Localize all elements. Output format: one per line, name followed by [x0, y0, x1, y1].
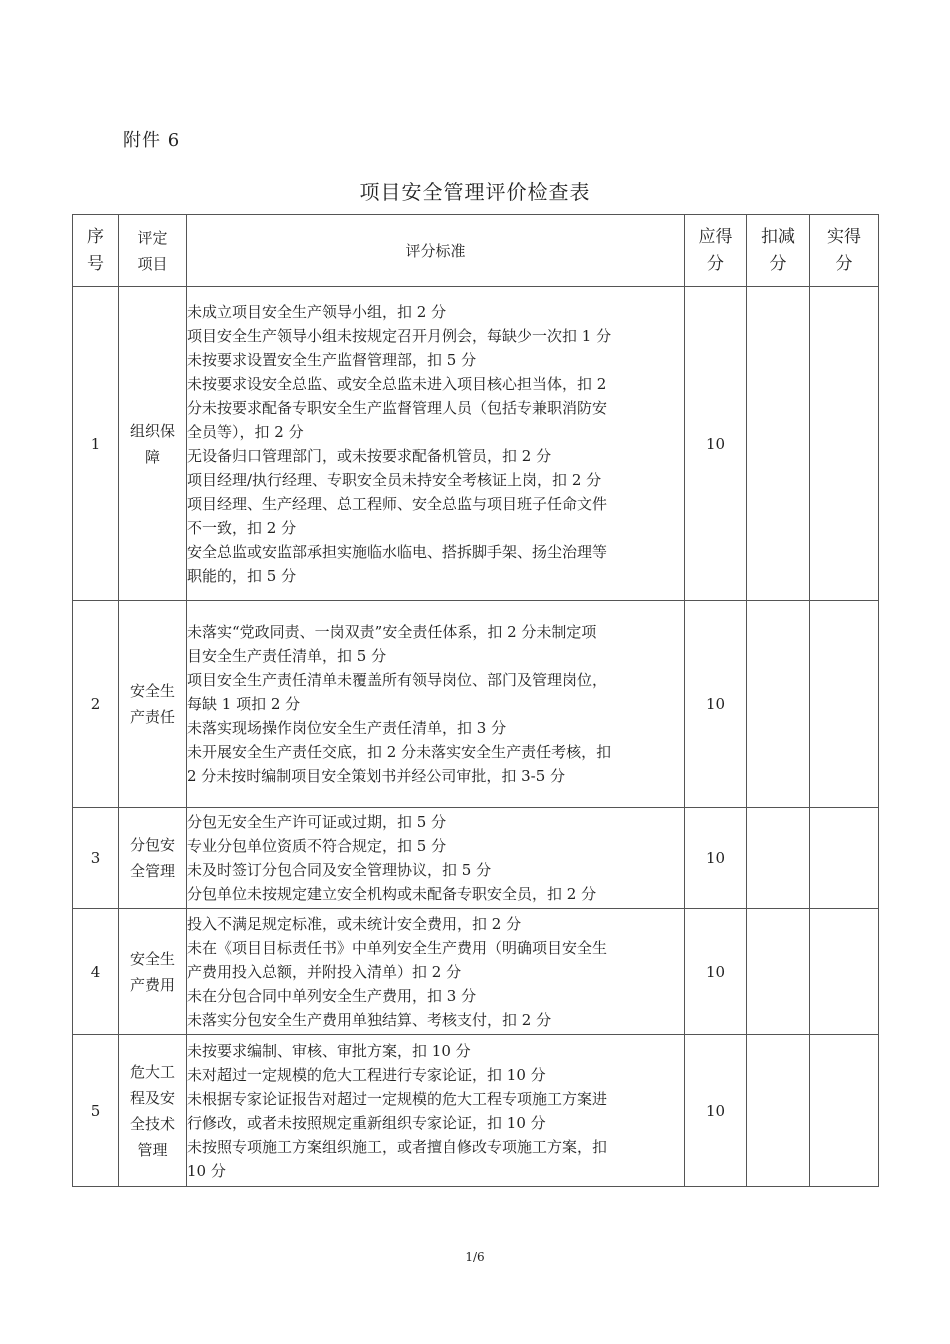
- header-actual-score: 实得 分: [810, 215, 879, 287]
- row-deduction-cell[interactable]: [747, 287, 810, 601]
- table-row: [73, 601, 879, 808]
- header-item: 评定 项目: [119, 215, 187, 287]
- row-deduction-cell[interactable]: [747, 909, 810, 1035]
- table-row: [73, 1035, 879, 1187]
- header-seq: 序 号: [73, 215, 119, 287]
- row-deduction-cell[interactable]: [747, 808, 810, 909]
- row-actual-score-cell[interactable]: [810, 287, 879, 601]
- row-criteria: 投入不满足规定标准，或未统计安全费用，扣 2 分 未在《项目目标责任书》中单列安全生产费用（明确项目安全生 产费用投入总额，并附投入清单）扣 2 分 未在分包合同中单列安全生产费用，扣 3 分 未落实分包安全生产费用单独结算、考核支付，扣 2 分: [187, 909, 685, 1035]
- header-criteria: 评分标准: [187, 215, 685, 287]
- row-criteria: 分包无安全生产许可证或过期，扣 5 分 专业分包单位资质不符合规定，扣 5 分 未及时签订分包合同及安全管理协议，扣 5 分 分包单位未按规定建立安全机构或未配备专职安全员，扣 2 分: [187, 808, 685, 909]
- row-seq: 3: [73, 808, 119, 909]
- row-deduction-cell[interactable]: [747, 601, 810, 808]
- attachment-label: 附件 6: [123, 130, 181, 151]
- row-criteria: 未落实“党政同责、一岗双责”安全责任体系，扣 2 分未制定项 目安全生产责任清单，扣 5 分 项目安全生产责任清单未覆盖所有领导岗位、部门及管理岗位， 每缺 1 项扣 2 分 未落实现场操作岗位安全生产责任清单，扣 3 分 未开展安全生产责任交底，扣 2 分未落实安全生产责任考核，扣 2 分未按时编制项目安全策划书并经公司审批，扣 3-5 分: [187, 601, 685, 808]
- page-title: 项目安全管理评价检查表: [359, 180, 591, 204]
- row-due-score: 10: [685, 909, 747, 1035]
- row-category: 安全生 产责任: [119, 601, 187, 808]
- header-deduction: 扣减 分: [747, 215, 810, 287]
- row-seq: 5: [73, 1035, 119, 1187]
- row-category: 危大工 程及安 全技术 管理: [119, 1035, 187, 1187]
- row-seq: 1: [73, 287, 119, 601]
- row-actual-score-cell[interactable]: [810, 601, 879, 808]
- table-row: [73, 808, 879, 909]
- row-actual-score-cell[interactable]: [810, 909, 879, 1035]
- row-seq: 2: [73, 601, 119, 808]
- evaluation-table: [72, 214, 879, 1187]
- row-criteria: 未成立项目安全生产领导小组，扣 2 分 项目安全生产领导小组未按规定召开月例会，每缺少一次扣 1 分 未按要求设置安全生产监督管理部，扣 5 分 未按要求设安全总监、或安全总监未进入项目核心担当体，扣 2 分未按要求配备专职安全生产监督管理人员（包括专兼职消防安 全员等），扣 2 分 无设备归口管理部门，或未按要求配备机管员，扣 2 分 项目经理/执行经理、专职安全员未持安全考核证上岗，扣 2 分 项目经理、生产经理、总工程师、安全总监与项目班子任命文件 不一致，扣 2 分 安全总监或安监部承担实施临水临电、搭拆脚手架、扬尘治理等 职能的，扣 5 分: [187, 287, 685, 601]
- row-category: 分包安 全管理: [119, 808, 187, 909]
- row-criteria: 未按要求编制、审核、审批方案，扣 10 分 未对超过一定规模的危大工程进行专家论证，扣 10 分 未根据专家论证报告对超过一定规模的危大工程专项施工方案进 行修改，或者未按照规定重新组织专家论证，扣 10 分 未按照专项施工方案组织施工，或者擅自修改专项施工方案，扣 10 分: [187, 1035, 685, 1187]
- row-due-score: 10: [685, 1035, 747, 1187]
- table-row: [73, 909, 879, 1035]
- row-due-score: 10: [685, 601, 747, 808]
- row-category: 安全生 产费用: [119, 909, 187, 1035]
- row-deduction-cell[interactable]: [747, 1035, 810, 1187]
- table-header-row: [73, 215, 879, 287]
- row-seq: 4: [73, 909, 119, 1035]
- row-category: 组织保 障: [119, 287, 187, 601]
- row-actual-score-cell[interactable]: [810, 1035, 879, 1187]
- row-actual-score-cell[interactable]: [810, 808, 879, 909]
- header-due-score: 应得 分: [685, 215, 747, 287]
- page-number: 1/6: [465, 1250, 485, 1264]
- row-due-score: 10: [685, 287, 747, 601]
- row-due-score: 10: [685, 808, 747, 909]
- table-row: [73, 287, 879, 601]
